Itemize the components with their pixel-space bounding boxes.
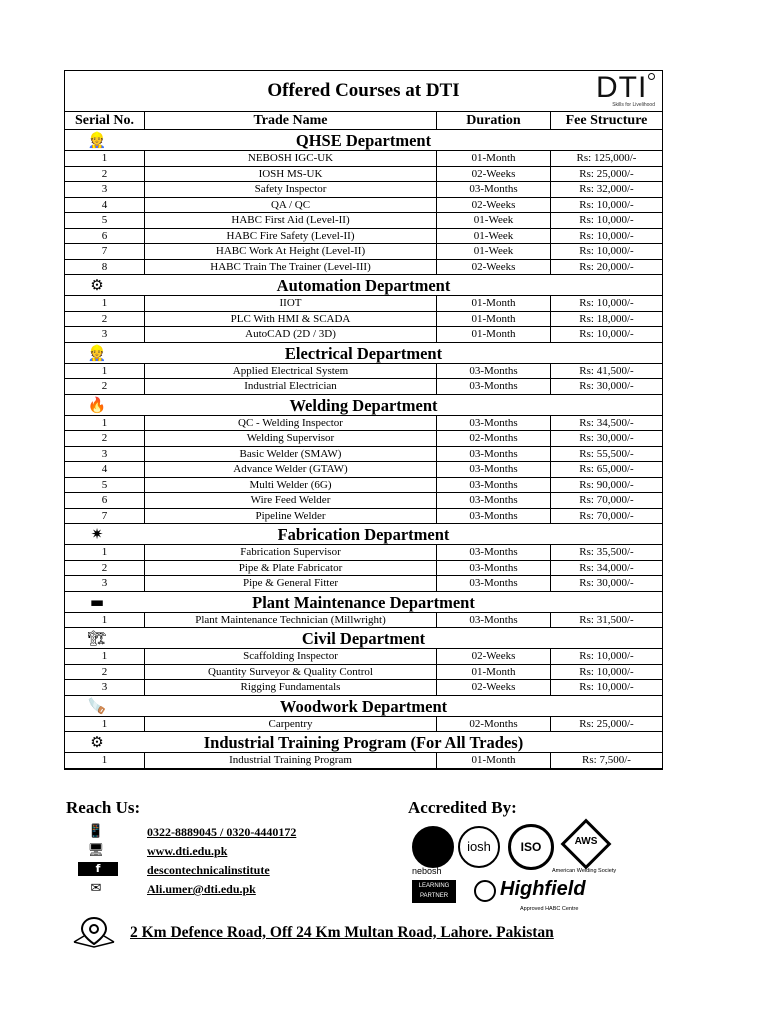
- duration-cell: 02-Weeks: [437, 680, 551, 695]
- serial-cell: 7: [65, 509, 145, 524]
- duration-cell: 03-Months: [437, 613, 551, 628]
- duration-cell: 03-Months: [437, 493, 551, 508]
- serial-cell: 1: [65, 364, 145, 379]
- fee-cell: Rs: 65,000/-: [579, 463, 634, 475]
- automation-gear-icon: ⚙: [90, 276, 104, 294]
- serial-cell: 3: [65, 182, 145, 197]
- table-row: [65, 151, 662, 167]
- departments: [65, 130, 662, 769]
- address-text: 2 Km Defence Road, Off 24 Km Multan Road, Lahore. Pakistan: [130, 924, 554, 941]
- iosh-logo: [458, 826, 500, 868]
- trade-name-cell: HABC Fire Safety (Level-II): [145, 229, 437, 244]
- trade-name-cell: Scaffolding Inspector: [145, 649, 437, 664]
- fabrication-sparks-icon: ✷: [90, 525, 104, 543]
- fee-cell: Rs: 10,000/-: [579, 198, 634, 211]
- duration-cell: 01-Month: [437, 312, 551, 327]
- fee-cell: Rs: 41,500/-: [579, 364, 634, 377]
- header-duration: Duration: [437, 112, 551, 129]
- department-header: [65, 130, 662, 151]
- duration-cell: 01-Month: [437, 665, 551, 680]
- duration-cell: 01-Month: [437, 753, 551, 768]
- table-row: [65, 431, 662, 447]
- trade-name-cell: PLC With HMI & SCADA: [145, 312, 437, 327]
- duration-cell: 02-Months: [437, 717, 551, 732]
- serial-cell: 1: [65, 649, 145, 664]
- serial-cell: 3: [65, 680, 145, 695]
- facebook-icon: f: [78, 862, 118, 876]
- duration-cell: 03-Months: [437, 379, 551, 394]
- serial-cell: 6: [65, 229, 145, 244]
- duration-cell: 03-Months: [437, 182, 551, 197]
- aws-label: AWS: [574, 836, 598, 847]
- serial-cell: 2: [65, 379, 145, 394]
- trade-name-cell: Pipe & General Fitter: [145, 576, 437, 591]
- accredited-heading: Accredited By:: [408, 798, 517, 817]
- trade-name-cell: NEBOSH IGC-UK: [145, 151, 437, 166]
- fee-cell: Rs: 20,000/-: [579, 260, 634, 273]
- duration-cell: 02-Weeks: [437, 198, 551, 213]
- trade-name-cell: Fabrication Supervisor: [145, 545, 437, 560]
- table-row: [65, 167, 662, 183]
- aws-caption: American Welding Society: [552, 868, 617, 874]
- trade-name-cell: Applied Electrical System: [145, 364, 437, 379]
- trade-name-cell: IOSH MS-UK: [145, 167, 437, 182]
- table-row: [65, 717, 662, 733]
- header-trade: Trade Name: [145, 112, 437, 129]
- serial-cell: 3: [65, 447, 145, 462]
- serial-cell: 1: [65, 151, 145, 166]
- fee-cell: Rs: 125,000/-: [576, 152, 637, 164]
- serial-cell: 7: [65, 244, 145, 259]
- table-row: [65, 296, 662, 312]
- trade-name-cell: Industrial Training Program: [145, 753, 437, 768]
- duration-cell: 01-Week: [437, 244, 551, 259]
- contact-website-text[interactable]: www.dti.edu.pk: [147, 844, 228, 858]
- fee-cell: Rs: 30,000/-: [579, 380, 634, 392]
- carpenter-icon: 🪚: [87, 696, 107, 715]
- maintenance-icon: ▬: [89, 592, 105, 611]
- duration-cell: 02-Weeks: [437, 260, 551, 275]
- serial-cell: 5: [65, 478, 145, 493]
- trade-name-cell: Basic Welder (SMAW): [145, 447, 437, 462]
- department-header: [65, 696, 662, 717]
- duration-cell: 03-Months: [437, 509, 551, 524]
- duration-cell: 02-Weeks: [437, 167, 551, 182]
- reach-us-section: [66, 798, 386, 896]
- trade-name-cell: Multi Welder (6G): [145, 478, 437, 493]
- table-row: [65, 680, 662, 696]
- table-row: [65, 545, 662, 561]
- serial-cell: 2: [65, 312, 145, 327]
- serial-cell: 3: [65, 327, 145, 342]
- serial-cell: 2: [65, 665, 145, 680]
- email-icon: ✉: [90, 881, 102, 896]
- fee-cell: Rs: 10,000/-: [579, 665, 634, 678]
- serial-cell: 2: [65, 431, 145, 446]
- highfield-logo-icon: [474, 880, 496, 902]
- fee-cell: Rs: 10,000/-: [579, 681, 634, 693]
- table-row: [65, 364, 662, 380]
- iosh-label: iosh: [467, 839, 491, 854]
- table-row: [65, 416, 662, 432]
- department-header: [65, 343, 662, 364]
- logo-tagline: Skills for Livelihood: [612, 102, 655, 108]
- trade-name-cell: QC - Welding Inspector: [145, 416, 437, 431]
- table-row: [65, 576, 662, 592]
- trade-name-cell: QA / QC: [145, 198, 437, 213]
- department-name: Woodwork Department: [279, 696, 448, 716]
- duration-cell: 03-Months: [437, 576, 551, 591]
- serial-cell: 1: [65, 545, 145, 560]
- duration-cell: 03-Months: [437, 478, 551, 493]
- duration-cell: 01-Week: [437, 229, 551, 244]
- highfield-caption: Approved HABC Centre: [520, 906, 579, 912]
- phone-icon: 📱: [87, 824, 105, 839]
- trade-name-cell: Quantity Surveyor & Quality Control: [145, 665, 437, 680]
- trade-name-cell: HABC First Aid (Level-II): [145, 213, 437, 228]
- department-name: Fabrication Department: [277, 525, 450, 544]
- fee-cell: Rs: 30,000/-: [579, 577, 634, 589]
- trade-name-cell: Advance Welder (GTAW): [145, 462, 437, 477]
- fee-cell: Rs: 10,000/-: [579, 229, 634, 242]
- serial-cell: 1: [65, 416, 145, 431]
- trade-name-cell: Carpentry: [145, 717, 437, 732]
- nebosh-label: nebosh: [412, 866, 442, 876]
- trade-name-cell: Pipeline Welder: [145, 509, 437, 524]
- learning-partner-label: LEARNING PARTNER: [418, 883, 450, 899]
- serial-cell: 8: [65, 260, 145, 275]
- serial-cell: 4: [65, 198, 145, 213]
- department-name: Welding Department: [289, 395, 438, 415]
- contact-email-text[interactable]: Ali.umer@dti.edu.pk: [147, 882, 256, 896]
- department-header: [65, 395, 662, 416]
- header-fee: Fee Structure: [565, 113, 648, 128]
- fee-cell: Rs: 30,000/-: [579, 432, 634, 444]
- reach-heading: Reach Us:: [66, 798, 141, 817]
- title-row: [65, 71, 662, 112]
- trade-name-cell: Pipe & Plate Fabricator: [145, 561, 437, 576]
- serial-cell: 2: [65, 167, 145, 182]
- department-header: [65, 592, 662, 613]
- table-row: [65, 753, 662, 769]
- fee-cell: Rs: 10,000/-: [579, 650, 634, 662]
- contact-phone-text[interactable]: 0322-8889045 / 0320-4440172: [147, 825, 297, 839]
- trade-name-cell: HABC Train The Trainer (Level-III): [145, 260, 437, 275]
- duration-cell: 01-Month: [437, 327, 551, 342]
- fee-cell: Rs: 25,000/-: [579, 167, 634, 180]
- fee-cell: Rs: 70,000/-: [579, 494, 634, 506]
- duration-cell: 02-Months: [437, 431, 551, 446]
- iso-label: ISO: [520, 840, 542, 854]
- table-row: [65, 379, 662, 395]
- serial-cell: 2: [65, 561, 145, 576]
- serial-cell: 1: [65, 613, 145, 628]
- dti-logo: [596, 73, 658, 109]
- serial-cell: 5: [65, 213, 145, 228]
- trade-name-cell: Wire Feed Welder: [145, 493, 437, 508]
- electrician-icon: 👷: [87, 343, 107, 362]
- training-icon: ⚙: [90, 733, 104, 751]
- department-header: [65, 732, 662, 753]
- serial-cell: 1: [65, 296, 145, 311]
- department-name: Industrial Training Program (For All Trades): [203, 733, 524, 752]
- iso-logo: [508, 824, 554, 870]
- serial-cell: 3: [65, 576, 145, 591]
- location-pin-icon: [72, 916, 116, 948]
- duration-cell: 03-Months: [437, 462, 551, 477]
- fee-cell: Rs: 10,000/-: [579, 214, 634, 226]
- safety-worker-icon: 👷: [87, 131, 107, 149]
- fee-cell: Rs: 7,500/-: [582, 754, 631, 766]
- trade-name-cell: HABC Work At Height (Level-II): [145, 244, 437, 259]
- fee-cell: Rs: 34,000/-: [579, 561, 634, 574]
- table-row: [65, 561, 662, 577]
- table-row: [65, 312, 662, 328]
- serial-cell: 4: [65, 462, 145, 477]
- table-row: [65, 260, 662, 276]
- table-row: [65, 478, 662, 494]
- trade-name-cell: Safety Inspector: [145, 182, 437, 197]
- department-name: Civil Department: [301, 629, 426, 648]
- table-row: [65, 649, 662, 665]
- trade-name-cell: Rigging Fundamentals: [145, 680, 437, 695]
- logo-dot-icon: [648, 73, 655, 80]
- fee-cell: Rs: 35,500/-: [579, 546, 634, 558]
- fee-cell: Rs: 90,000/-: [579, 478, 634, 491]
- department-name: Automation Department: [276, 276, 451, 295]
- address-section: [72, 916, 632, 948]
- duration-cell: 02-Weeks: [437, 649, 551, 664]
- duration-cell: 03-Months: [437, 416, 551, 431]
- duration-cell: 01-Month: [437, 151, 551, 166]
- fee-cell: Rs: 34,500/-: [579, 416, 634, 429]
- serial-cell: 1: [65, 753, 145, 768]
- table-row: [65, 244, 662, 260]
- duration-cell: 03-Months: [437, 545, 551, 560]
- page-title: Offered Courses at DTI: [267, 80, 460, 101]
- department-header: [65, 524, 662, 545]
- table-row: [65, 213, 662, 229]
- contact-facebook-text[interactable]: descontechnicalinstitute: [147, 863, 270, 877]
- table-row: [65, 509, 662, 525]
- learning-partner-badge: [412, 880, 456, 903]
- table-row: [65, 182, 662, 198]
- fee-cell: Rs: 10,000/-: [579, 328, 634, 340]
- table-row: [65, 462, 662, 478]
- welder-icon: 🔥: [87, 395, 107, 414]
- department-header: [65, 275, 662, 296]
- department-name: Electrical Department: [284, 343, 443, 363]
- fee-cell: Rs: 55,500/-: [579, 447, 634, 460]
- fee-cell: Rs: 25,000/-: [579, 717, 634, 730]
- duration-cell: 01-Month: [437, 296, 551, 311]
- department-name: QHSE Department: [295, 131, 432, 150]
- duration-cell: 01-Week: [437, 213, 551, 228]
- department-header: [65, 628, 662, 649]
- civil-worker-icon: 🏗: [87, 629, 107, 647]
- header-serial: Serial No.: [65, 112, 145, 129]
- fee-cell: Rs: 18,000/-: [579, 312, 634, 325]
- fee-cell: Rs: 32,000/-: [579, 183, 634, 195]
- duration-cell: 03-Months: [437, 364, 551, 379]
- website-icon: 🖥: [87, 843, 105, 858]
- fee-cell: Rs: 10,000/-: [579, 245, 634, 257]
- fee-cell: Rs: 31,500/-: [579, 613, 634, 626]
- logo-text: DTI: [596, 71, 648, 104]
- table-row: [65, 198, 662, 214]
- table-row: [65, 447, 662, 463]
- header-row: [65, 112, 662, 130]
- nebosh-seal-icon: [412, 826, 454, 868]
- fee-cell: Rs: 70,000/-: [579, 509, 634, 522]
- highfield-label: Highfield: [500, 878, 586, 900]
- serial-cell: 6: [65, 493, 145, 508]
- table-row: [65, 613, 662, 629]
- fee-cell: Rs: 10,000/-: [579, 297, 634, 309]
- duration-cell: 03-Months: [437, 561, 551, 576]
- table-row: [65, 493, 662, 509]
- trade-name-cell: Industrial Electrician: [145, 379, 437, 394]
- accredited-section: [408, 798, 648, 912]
- department-name: Plant Maintenance Department: [252, 592, 475, 612]
- table-row: [65, 327, 662, 343]
- serial-cell: 1: [65, 717, 145, 732]
- trade-name-cell: IIOT: [145, 296, 437, 311]
- trade-name-cell: Plant Maintenance Technician (Millwright): [145, 613, 437, 628]
- trade-name-cell: Welding Supervisor: [145, 431, 437, 446]
- trade-name-cell: AutoCAD (2D / 3D): [145, 327, 437, 342]
- table-row: [65, 665, 662, 681]
- courses-table: [64, 70, 663, 770]
- table-row: [65, 229, 662, 245]
- duration-cell: 03-Months: [437, 447, 551, 462]
